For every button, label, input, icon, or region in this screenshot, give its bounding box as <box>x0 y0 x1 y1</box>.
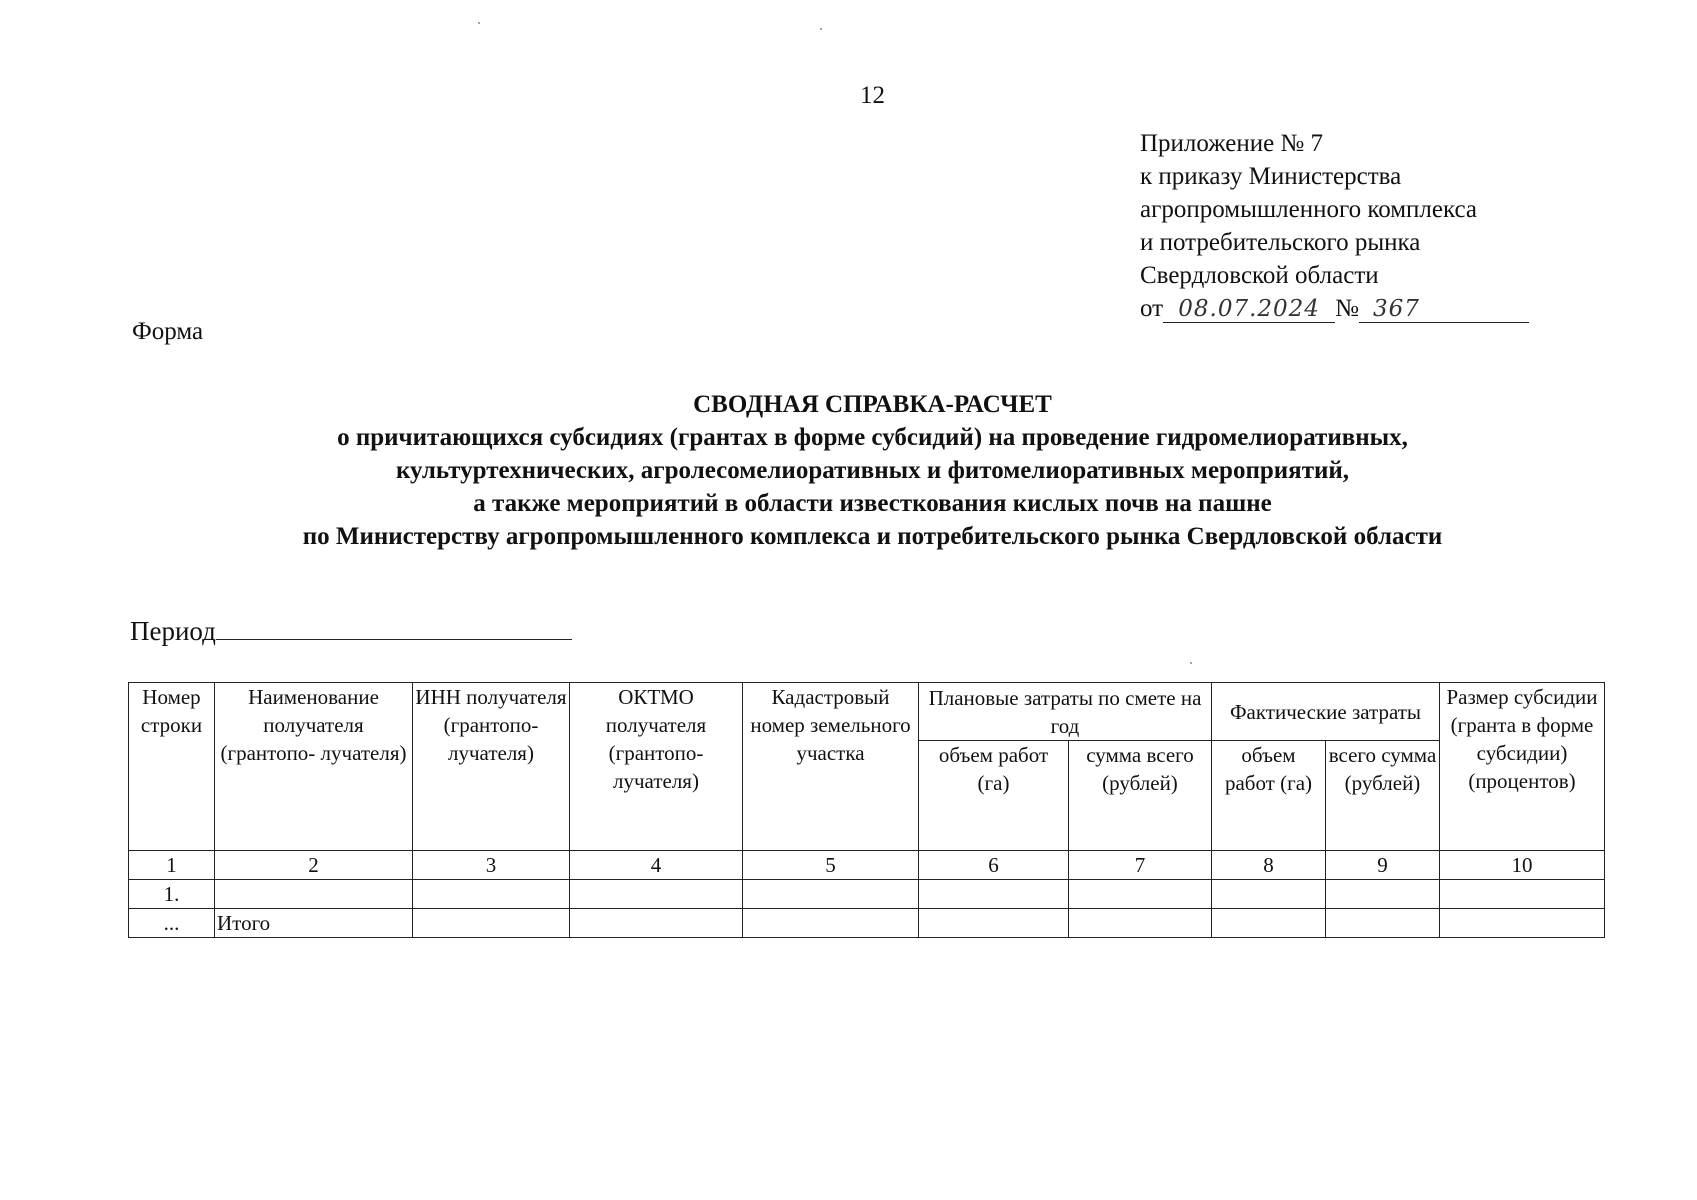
empty-cell <box>1326 880 1440 909</box>
header-subsidy-size: Размер субсидии (гранта в форме субсидии) (процентов) <box>1440 683 1605 851</box>
header-planned-costs: Плановые затраты по смете на год <box>919 683 1212 741</box>
scan-speck <box>478 22 480 24</box>
period-field <box>130 613 572 647</box>
recipient-name-cell <box>215 880 413 909</box>
header-row-number: Номер строки <box>129 683 215 851</box>
column-number: 9 <box>1326 851 1440 880</box>
title-line: а также мероприятий в области известкования кислых почв на пашне <box>473 490 1272 517</box>
column-number: 3 <box>413 851 570 880</box>
empty-cell <box>1069 880 1212 909</box>
empty-cell <box>1440 909 1605 938</box>
appendix-line: агропромышленного комплекса <box>1140 196 1478 223</box>
header-recipient-name: Наименование получателя (грантопо- лучателя) <box>215 683 413 851</box>
column-number-row <box>129 851 1605 880</box>
appendix-block <box>1140 127 1529 325</box>
table-row <box>129 880 1605 909</box>
empty-cell <box>1440 880 1605 909</box>
empty-cell <box>570 909 743 938</box>
column-number: 6 <box>919 851 1069 880</box>
period-label: Период <box>130 616 216 646</box>
column-number: 4 <box>570 851 743 880</box>
empty-cell <box>919 880 1069 909</box>
empty-cell <box>413 909 570 938</box>
title-line: по Министерству агропромышленного комплекса и потребительского рынка Свердловской области <box>302 523 1443 550</box>
scan-speck <box>1190 662 1192 664</box>
empty-cell <box>570 880 743 909</box>
column-number: 2 <box>215 851 413 880</box>
scan-speck <box>820 28 822 30</box>
column-number: 8 <box>1212 851 1326 880</box>
header-inn: ИНН получателя (грантопо- лучателя) <box>413 683 570 851</box>
empty-cell <box>919 909 1069 938</box>
empty-cell <box>1212 909 1326 938</box>
header-row <box>129 683 1605 741</box>
header-actual-costs: Фактические затраты <box>1212 683 1440 741</box>
header-cadastral-number: Кадастровый номер земельного участка <box>743 683 919 851</box>
column-number: 1 <box>129 851 215 880</box>
document-title <box>0 388 1697 553</box>
date-prefix: от <box>1140 295 1164 322</box>
appendix-line: Свердловской области <box>1140 262 1379 289</box>
column-number: 7 <box>1069 851 1212 880</box>
form-label: Форма <box>132 318 204 345</box>
order-number-handwritten: 367 <box>1372 296 1420 322</box>
empty-cell <box>1326 909 1440 938</box>
header-planned-sum: сумма всего (рублей) <box>1069 741 1212 851</box>
total-row <box>129 909 1605 938</box>
number-sign: № <box>1335 295 1359 322</box>
appendix-line: и потребительского рынка <box>1140 229 1421 256</box>
appendix-line: Приложение № 7 <box>1140 130 1324 157</box>
row-number-cell: 1. <box>129 880 215 909</box>
empty-cell <box>1212 880 1326 909</box>
header-actual-volume: объем работ (га) <box>1212 741 1326 851</box>
order-date-handwritten: 08.07.2024 <box>1178 296 1320 322</box>
empty-cell <box>743 880 919 909</box>
title-main: СВОДНАЯ СПРАВКА-РАСЧЕТ <box>693 391 1052 418</box>
title-line: культуртехнических, агролесомелиоративных и фитомелиоративных мероприятий, <box>395 457 1350 484</box>
order-date-field <box>1163 296 1335 323</box>
period-input-line[interactable] <box>216 613 572 640</box>
appendix-date-line <box>1140 292 1529 325</box>
column-number: 10 <box>1440 851 1605 880</box>
appendix-line: к приказу Министерства <box>1140 163 1402 190</box>
empty-cell <box>413 880 570 909</box>
order-number-field <box>1359 296 1529 323</box>
header-planned-volume: объем работ (га) <box>919 741 1069 851</box>
subsidy-summary-table <box>128 682 1605 938</box>
empty-cell <box>743 909 919 938</box>
empty-cell <box>1069 909 1212 938</box>
row-number-cell: ... <box>129 909 215 938</box>
header-oktmo: ОКТМО получателя (грантопо- лучателя) <box>570 683 743 851</box>
page-number: 12 <box>860 82 885 109</box>
column-number: 5 <box>743 851 919 880</box>
total-label-cell: Итого <box>215 909 413 938</box>
title-line: о причитающихся субсидиях (грантах в форме субсидий) на проведение гидромелиоративных, <box>337 424 1408 451</box>
header-actual-sum: всего сумма (рублей) <box>1326 741 1440 851</box>
